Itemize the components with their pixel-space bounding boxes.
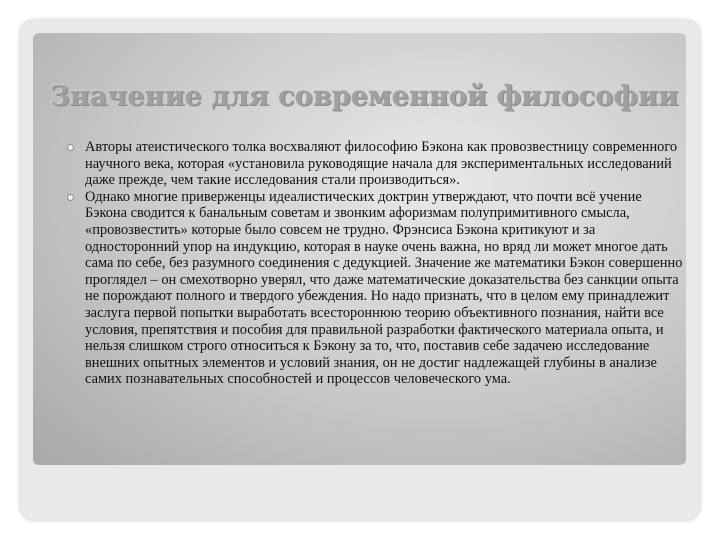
bullet-text: Однако многие приверженцы идеалистических доктрин утверждают, что почти всё учение Бэкона сводится к банальным советам и звонким афоризмам полупримитивного смысла, «провозвестить» которые было совсем не трудно. Фрэнсиса Бэкона критикуют и за односторонний упор на индукцию, которая в науке очень важна, но вряд ли может многое дать сама по себе, без разумного соединения с дедукцией. Значение же математики Бэкон совершенно проглядел – он смехотворно уверял, что даже математические доказательства без санкции опыта не порождают полного и твердого убеждения. Но надо признать, что в целом ему принадлежит заслуга первой попытки выработать всестороннюю теорию объективного познания, найти все условия, препятствия и пособия для правильной разработки фактического материала опыта, и нельзя слишком строго относиться к Бэкону за то, что, поставив себе задачею исследование внешних опытных элементов и условий знания, он не достиг надлежащей глубины в анализе самих познавательных способностей и процессов человеческого ума. — [85, 188, 683, 388]
slide — [33, 33, 686, 465]
bullet-item — [85, 189, 685, 388]
bullet-icon — [67, 194, 74, 201]
bullet-item — [85, 139, 685, 189]
bullet-text: Авторы атеистического толка восхваляют философию Бэкона как провозвестницу современного научного века, которая «установила руководящие начала для экспериментальных исследований даже прежде, чем такие исследования стали производиться». — [85, 139, 678, 189]
slide-title: Значение для современной философии — [50, 80, 679, 112]
bullet-list — [85, 139, 685, 388]
bullet-icon — [67, 144, 74, 151]
